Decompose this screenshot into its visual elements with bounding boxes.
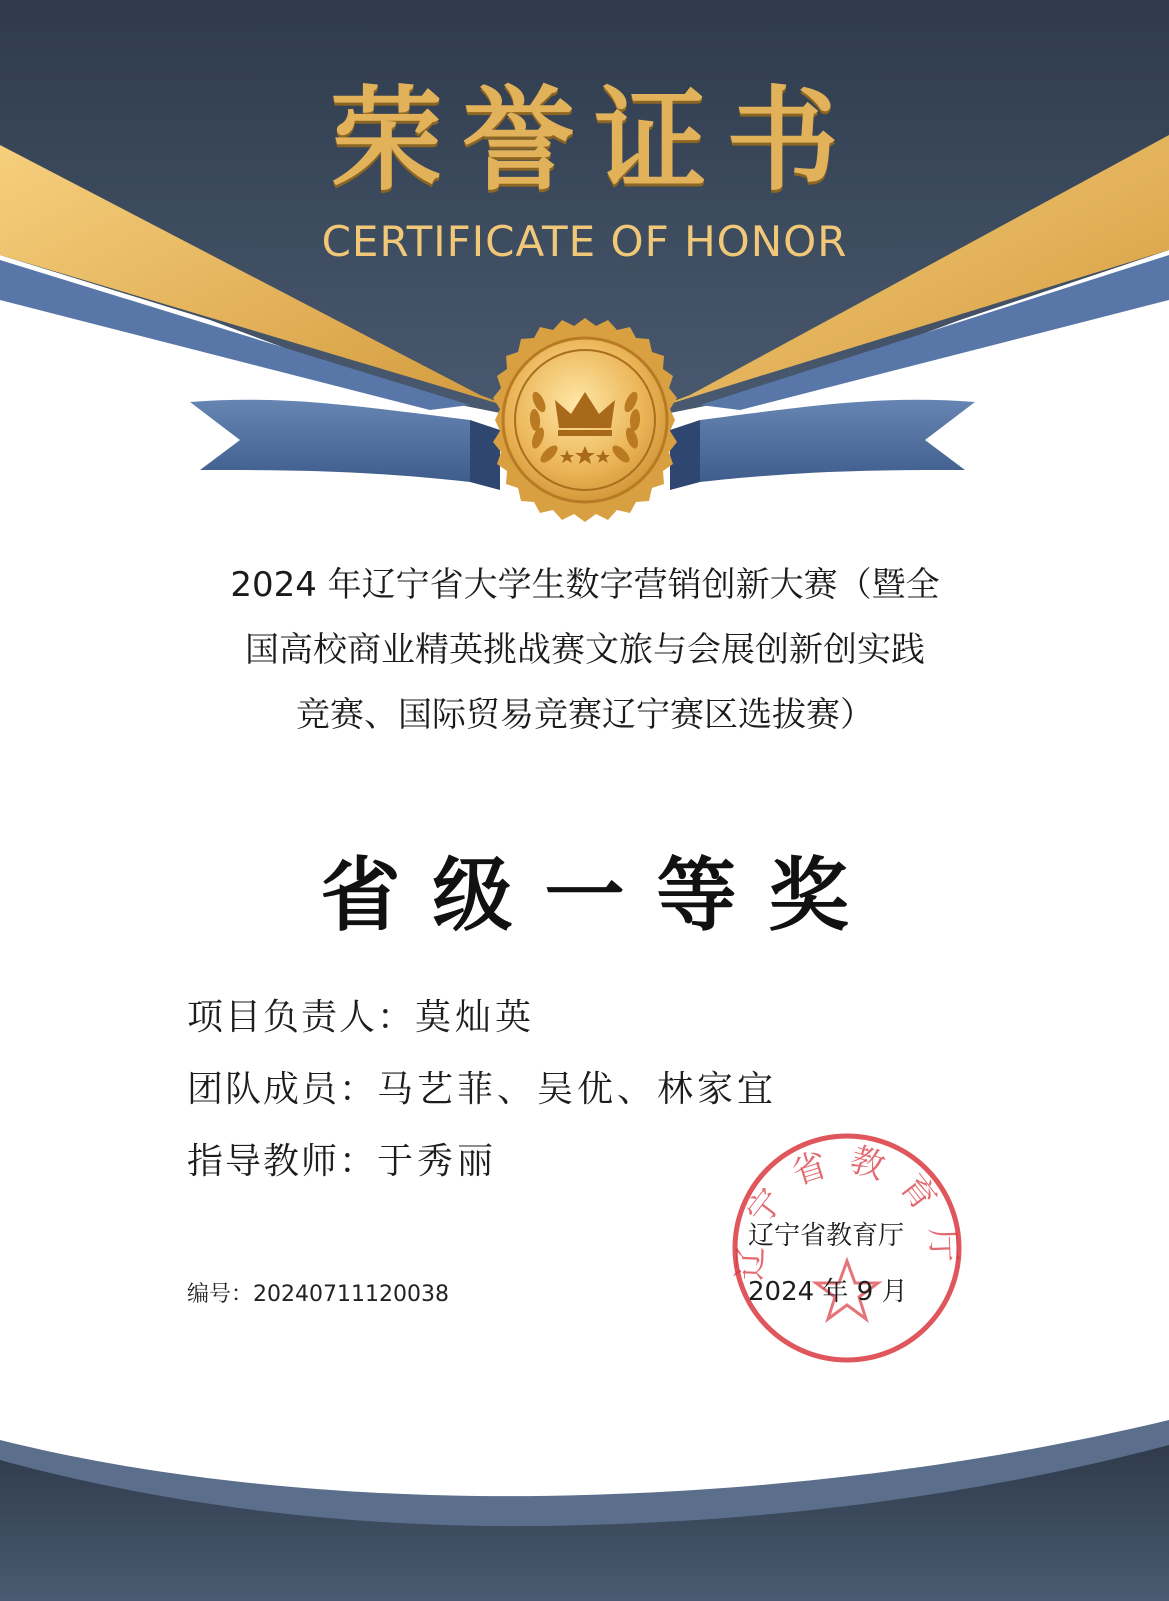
certificate-title: 荣誉证书 bbox=[330, 75, 859, 206]
svg-text:辽宁省教育厅: 辽宁省教育厅 bbox=[730, 1139, 964, 1282]
award-level: 省级一等奖 bbox=[320, 848, 881, 942]
serial-label: 编号： bbox=[187, 1282, 254, 1307]
project-leader-row bbox=[187, 993, 535, 1043]
issue-date: 2024 年 9 月 bbox=[748, 1277, 908, 1307]
project-leader-label: 项目负责人： bbox=[187, 997, 416, 1038]
team-members-label: 团队成员： bbox=[187, 1069, 378, 1110]
event-line: 国高校商业精英挑战赛文旅与会展创新创实践 bbox=[245, 630, 925, 670]
gold-medal-icon bbox=[493, 318, 677, 522]
project-leader-value: 莫灿英 bbox=[415, 997, 536, 1038]
certificate-subtitle: CERTIFICATE OF HONOR bbox=[321, 217, 848, 266]
event-description bbox=[185, 553, 985, 748]
event-line: 2024 年辽宁省大学生数字营销创新大赛（暨全 bbox=[230, 565, 940, 605]
team-members-value: 马艺菲、吴优、林家宜 bbox=[377, 1069, 778, 1110]
serial-number bbox=[187, 1280, 449, 1310]
issuer-name: 辽宁省教育厅 bbox=[748, 1221, 905, 1251]
advisor-row bbox=[187, 1137, 497, 1187]
team-members-row bbox=[187, 1065, 777, 1115]
serial-value: 20240711120038 bbox=[253, 1282, 449, 1307]
event-line: 竞赛、国际贸易竞赛辽宁赛区选拔赛） bbox=[296, 695, 874, 735]
advisor-value: 于秀丽 bbox=[377, 1141, 498, 1182]
advisor-label: 指导教师： bbox=[187, 1141, 378, 1182]
